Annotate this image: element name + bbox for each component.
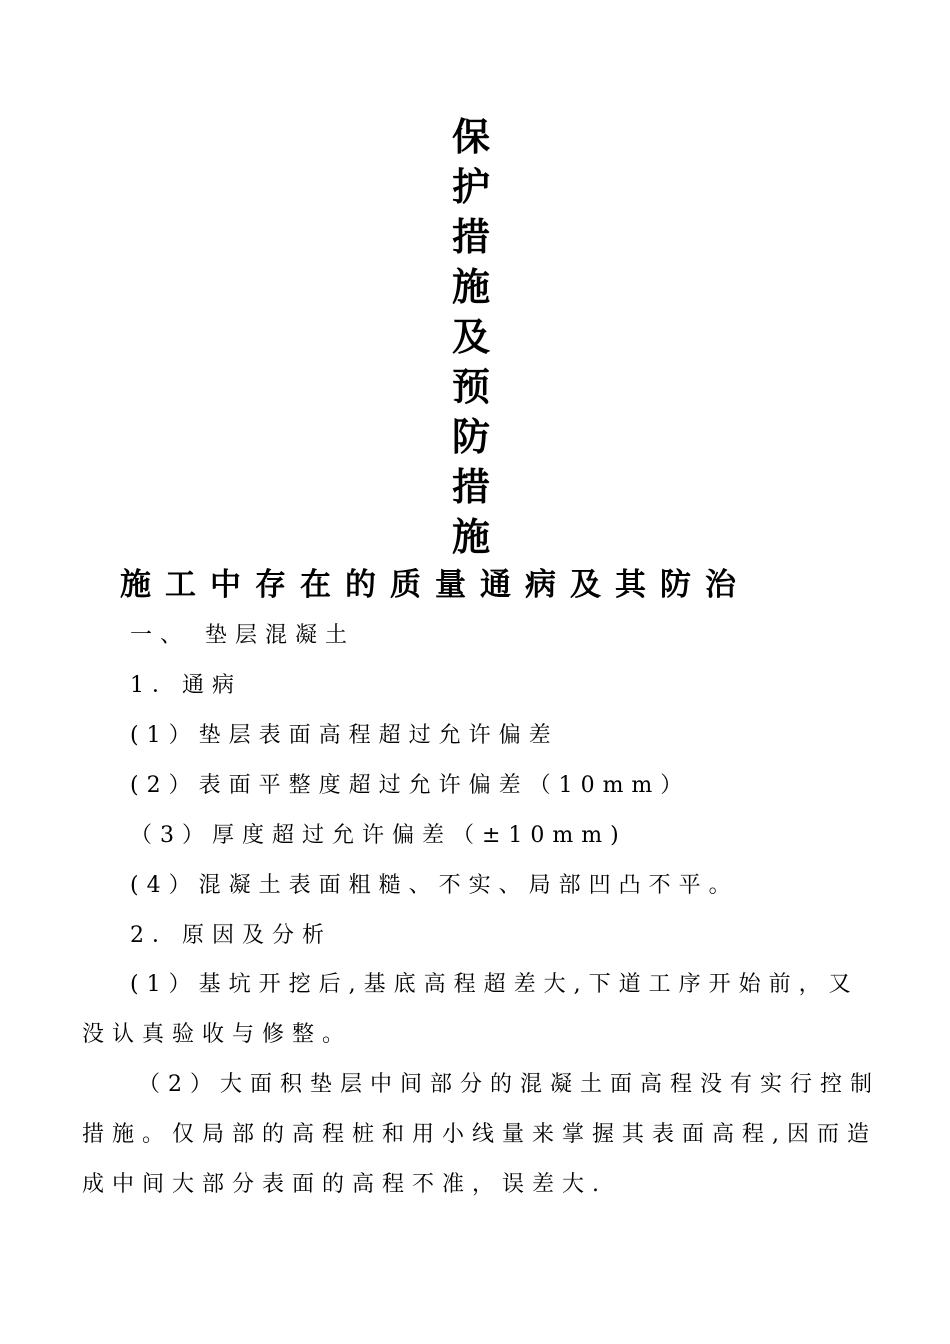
defect-item-3: （3）厚度超过允许偏差（±10mm) — [130, 823, 627, 848]
document-subtitle: 施工中存在的质量通病及其防治 — [120, 567, 750, 603]
defect-item-1: (1）垫层表面高程超过允许偏差 — [130, 723, 559, 748]
cause-paragraph-1: (1）基坑开挖后,基底高程超差大,下道工序开始前，又没认真验收与修整。 — [82, 972, 859, 1047]
defect-item-4: (4）混凝土表面粗糙、不实、局部凹凸不平。 — [130, 873, 739, 898]
section-heading-cushion-concrete: 一、 垫层混凝土 — [130, 623, 355, 648]
subsection-heading-defects: 1．通病 — [130, 673, 242, 698]
cause-paragraph-2: （2）大面积垫层中间部分的混凝土面高程没有实行控制措施。仅局部的高程桩和用小线量来掌握其表面高程,因而造成中间大部分表面的高程不准，误差大. — [82, 1072, 880, 1197]
defect-item-2: (2）表面平整度超过允许偏差（10mm） — [130, 773, 691, 798]
document-title: 保护措施及预防措施 — [451, 115, 490, 559]
subsection-heading-causes: 2．原因及分析 — [130, 923, 332, 948]
